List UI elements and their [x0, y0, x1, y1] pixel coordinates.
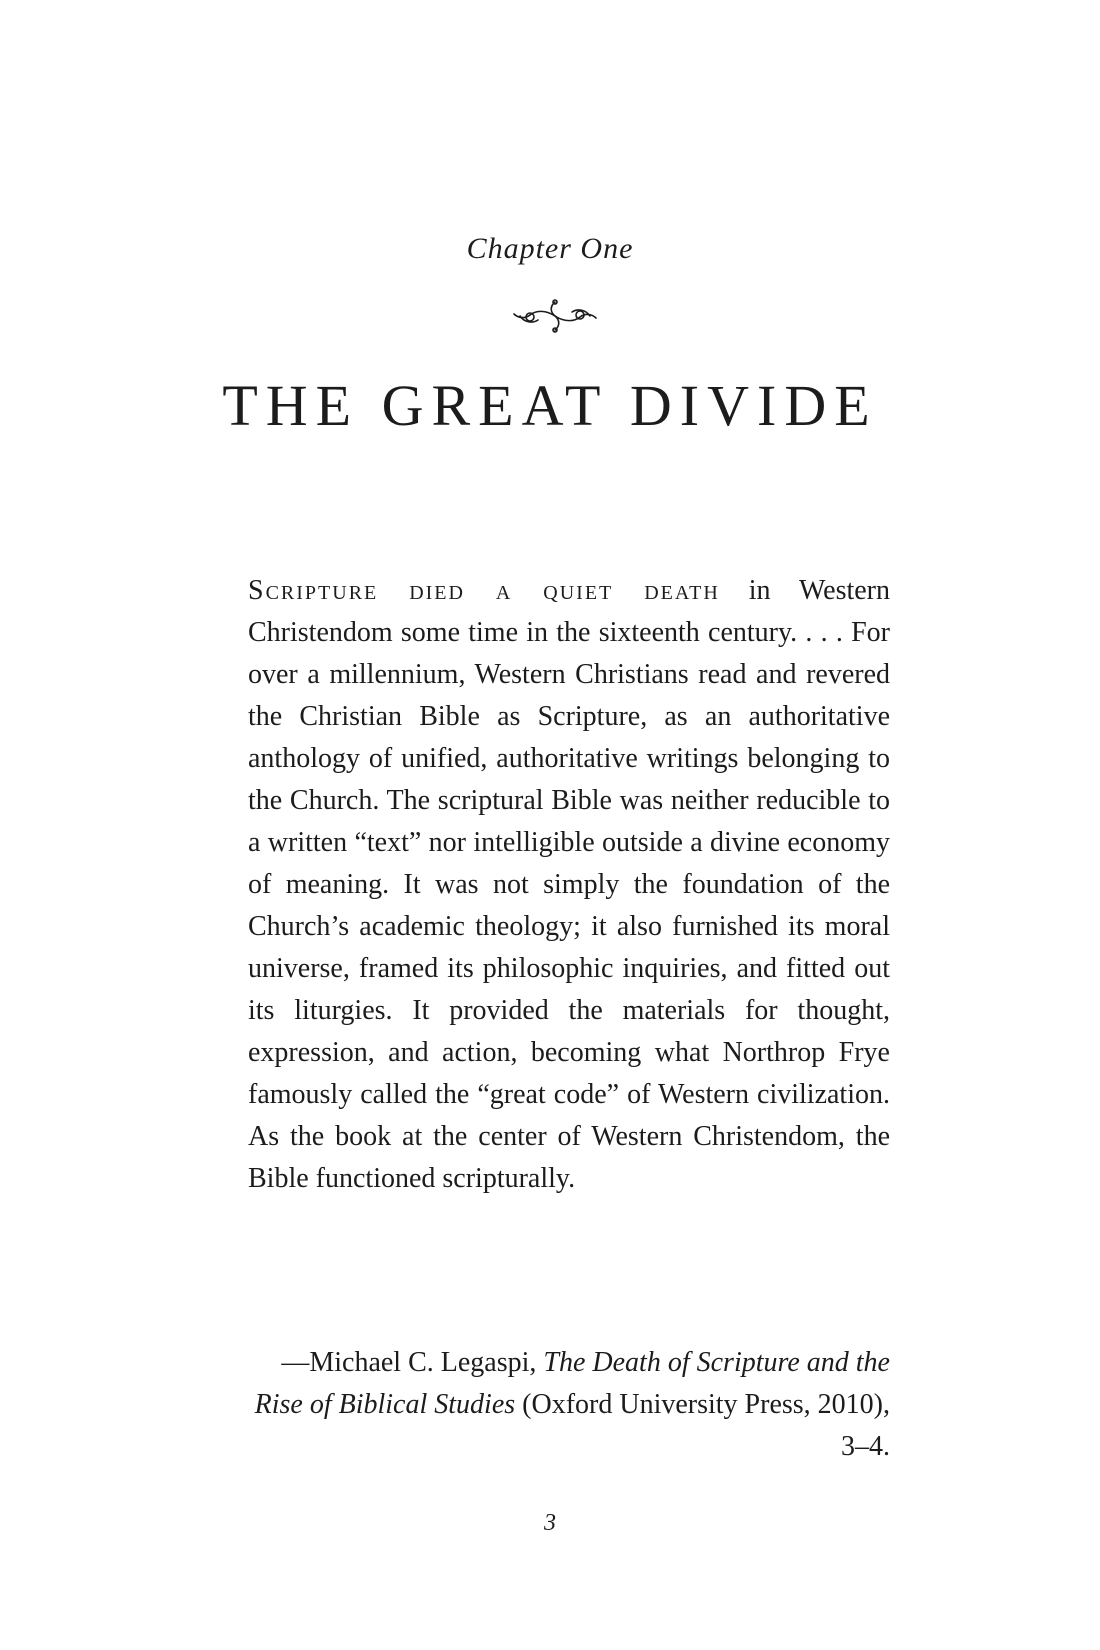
chapter-title: THE GREAT DIVIDE [222, 373, 878, 438]
attribution-publisher: (Oxford University Press, 2010), 3–4. [522, 1389, 890, 1462]
epigraph-lead-smallcaps: Scripture died a quiet death [248, 575, 720, 606]
page-number: 3 [544, 1510, 556, 1536]
attribution-author: —Michael C. Legaspi, [281, 1347, 537, 1378]
epigraph-attribution [248, 1342, 890, 1468]
attribution-book-title: The Death of Scripture and the Rise of Biblical Studies [254, 1347, 890, 1420]
fleuron-ornament-icon [510, 296, 600, 336]
chapter-label: Chapter One [466, 232, 634, 265]
epigraph-quote [248, 570, 890, 1200]
epigraph-body: in Western Christendom some time in the sixteenth century. . . . For over a millennium, Western Christians read and revered the Christian Bible as Scripture, as an authoritative anthology of unified, authoritative writings belonging to the Church. The scriptural Bible was neither reducible to a written “text” nor intelligible outside a divine economy of meaning. It was not simply the foundation of the Church’s academic theology; it also furnished its moral universe, framed its philosophic inquiries, and fitted out its liturgies. It provided the materials for thought, expression, and action, becoming what Northrop Frye famously called the “great code” of Western civilization. As the book at the center of Western Christendom, the Bible functioned scripturally. [248, 575, 890, 1194]
